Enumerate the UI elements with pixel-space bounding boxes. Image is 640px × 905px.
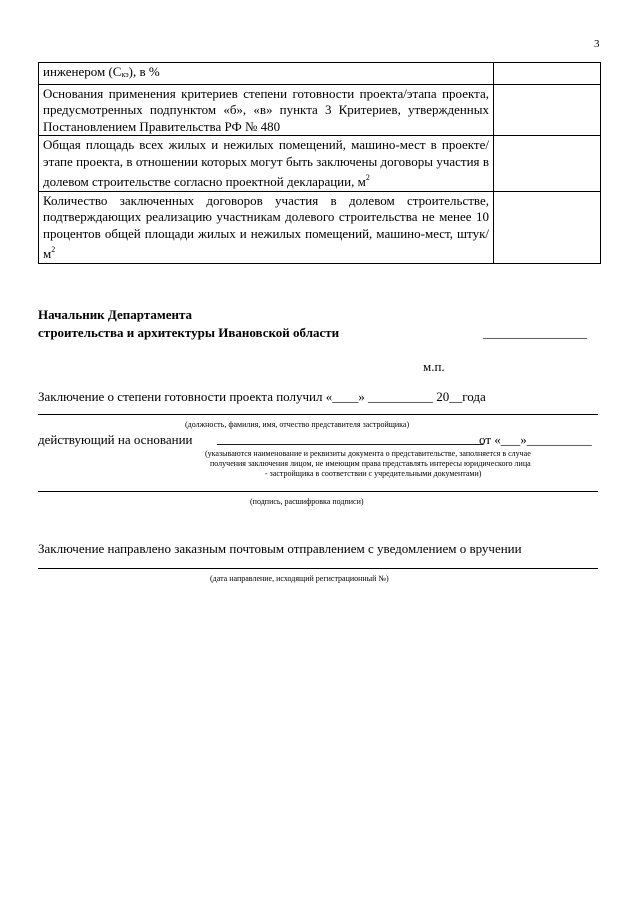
value-cell[interactable] [494, 191, 601, 263]
received-caption: (должность, фамилия, имя, отчество представителя застройщика) [185, 420, 410, 429]
page-number: 3 [594, 38, 600, 50]
sent-line: Заключение направлено заказным почтовым отправлением с уведомлением о вручении [38, 541, 522, 556]
table-row [39, 63, 601, 85]
signer-title-line1: Начальник Департамента [38, 307, 193, 322]
basis-note-line2: получения заключения лицом, не имеющим права представлять интересы юридического лица [210, 459, 531, 468]
criterion-cell [39, 63, 494, 85]
basis-from: от «___»__________ [479, 432, 592, 447]
table-row [39, 136, 601, 192]
criterion-superscript: 2 [51, 245, 56, 254]
stamp-mark: м.п. [423, 359, 445, 374]
signer-title-line2: строительства и архитектуры Ивановской области [38, 325, 340, 340]
received-underline [38, 414, 598, 415]
basis-note-line3: - застройщика в соответствии с учредительными документами) [265, 469, 482, 478]
signature-blank: ________________ [483, 325, 587, 340]
criterion-text: Общая площадь всех жилых и нежилых помещений, машино-мест в проекте/этапе проекта, в отношении которых могут быть заключены договоры участия в долевом строительстве согласно проектной декларации, м [43, 137, 489, 189]
basis-blank: _________________________________________ [217, 431, 484, 446]
basis-label: действующий на основании [38, 432, 193, 447]
basis-note-line1: (указываются наименование и реквизиты документа о представительстве, заполняется в случае [205, 449, 531, 458]
criterion-cell [39, 191, 494, 263]
sent-underline [38, 568, 598, 569]
table-row [39, 84, 601, 136]
criterion-text: Основания применения критериев степени готовности проекта/этапа проекта, предусмотренных подпунктом «б», «в» пункта 3 Критериев, утвержденных Постановлением Правительства РФ № 480 [43, 85, 489, 134]
criterion-text: инженером (С [43, 64, 122, 79]
signature-underline [38, 491, 598, 492]
criterion-cell [39, 84, 494, 136]
table-row [39, 191, 601, 263]
criterion-cell [39, 136, 494, 192]
criterion-subscript: кэ [121, 70, 129, 79]
criterion-text: Количество заключенных договоров участия в долевом строительстве, подтверждающих реализацию участникам долевого строительства не менее 10 процентов общей площади жилых и нежилых помещений, машино-мест, штук/м [43, 192, 489, 261]
value-cell[interactable] [494, 136, 601, 192]
criterion-superscript: 2 [365, 173, 370, 182]
signature-caption: (подпись, расшифровка подписи) [250, 497, 364, 506]
value-cell[interactable] [494, 84, 601, 136]
sent-caption: (дата направление, исходящий регистрационный №) [210, 574, 389, 583]
criterion-text-tail: ), в % [128, 64, 160, 79]
value-cell[interactable] [494, 63, 601, 85]
received-line: Заключение о степени готовности проекта получил «____» __________ 20__года [38, 389, 486, 404]
criteria-table [38, 62, 601, 264]
